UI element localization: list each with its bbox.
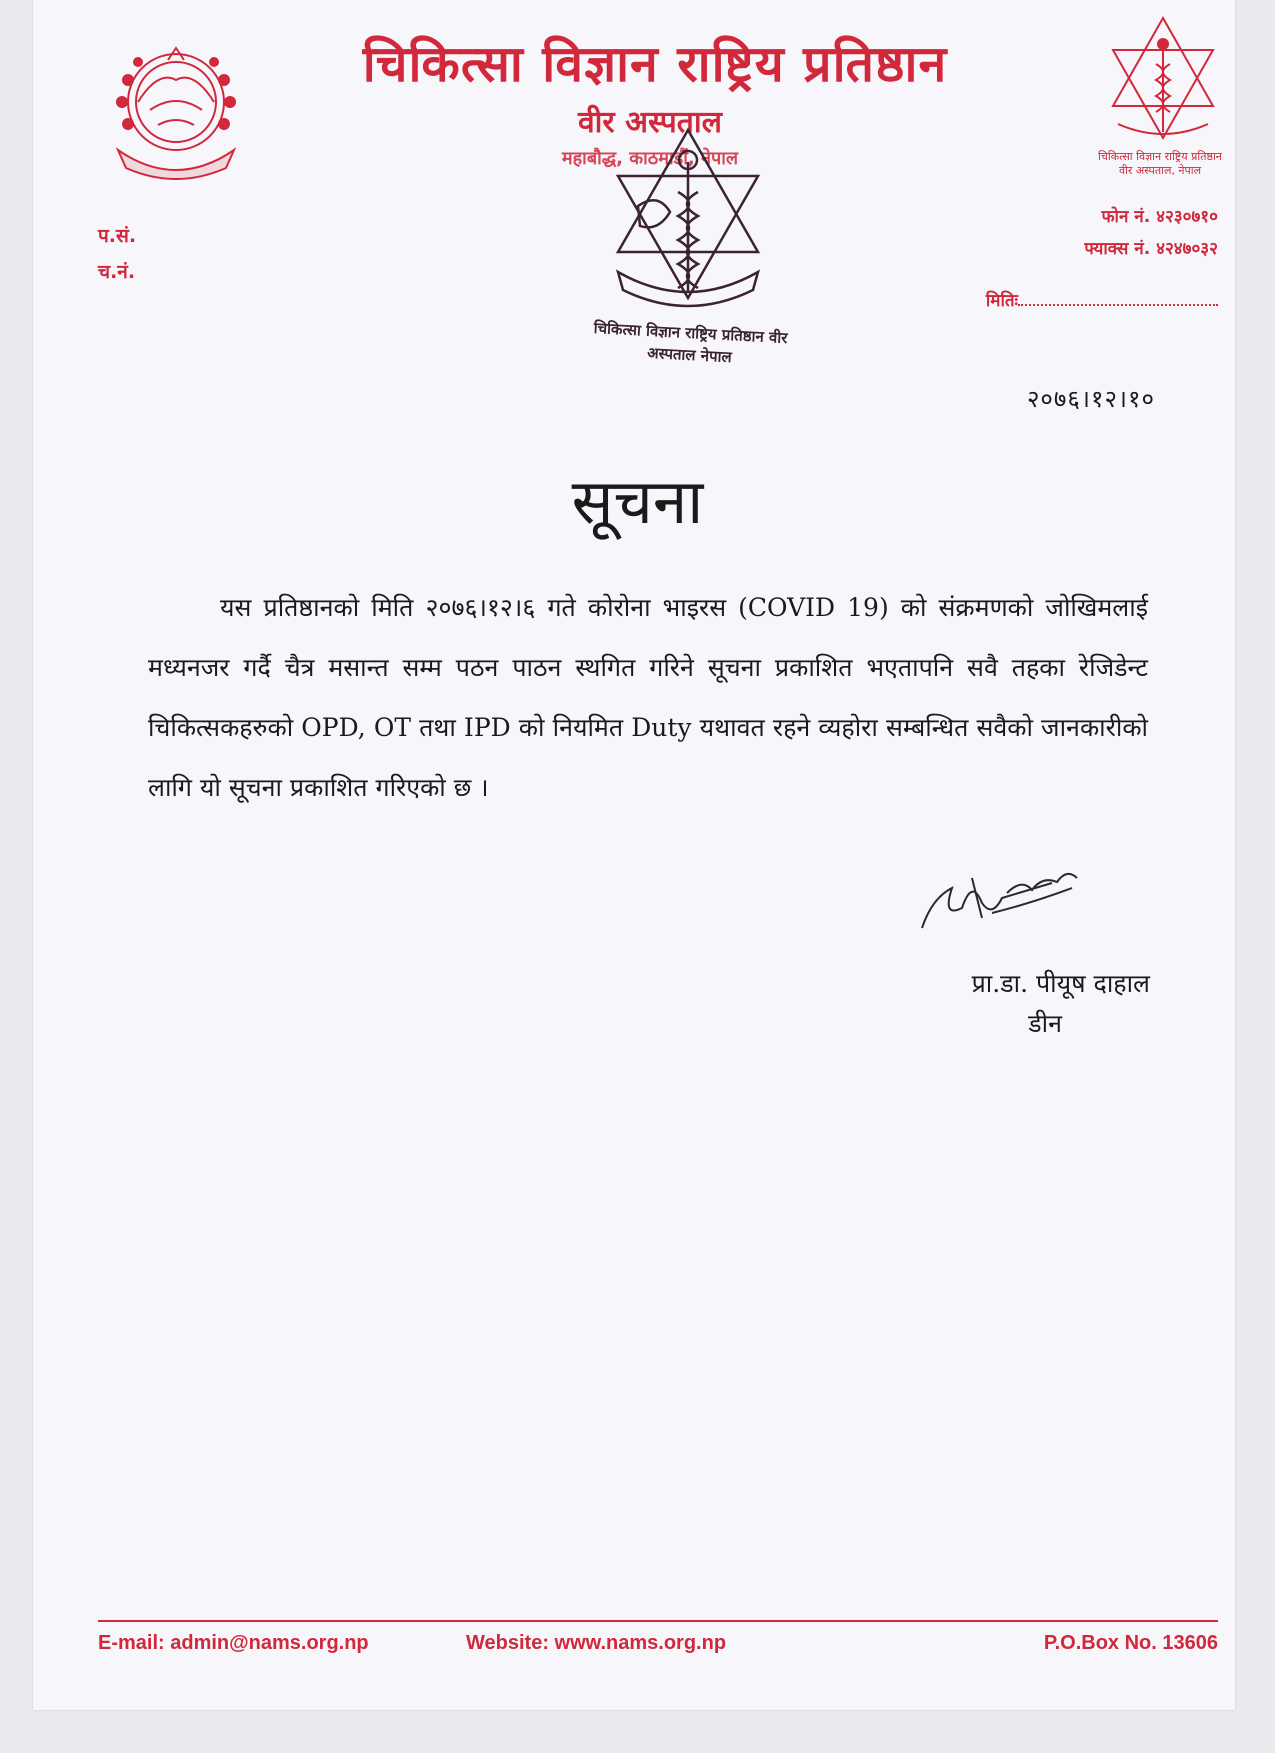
nams-logo-caption: चिकित्सा विज्ञान राष्ट्रिय प्रतिष्ठान वीर अस्पताल, नेपाल	[1098, 150, 1222, 177]
date-dotted-line	[1018, 288, 1218, 306]
stamp-caption: चिकित्सा विज्ञान राष्ट्रिय प्रतिष्ठान वीर अस्पताल नेपाल	[593, 318, 788, 367]
signatory-title: डीन	[1028, 1009, 1062, 1038]
notice-body: यस प्रतिष्ठानको मिति २०७६।१२।६ गते कोरोना भाइरस (COVID 19) को संक्रमणको जोखिमलाई मध्यनजर गर्दै चैत्र मसान्त सम्म पठन पाठन स्थगित गरिने सूचना प्रकाशित भएतापनि सवै तहका रेजिडेन्ट चिकित्सकहरुको OPD, OT तथा IPD को नियमित Duty यथावत रहने व्यहोरा सम्बन्धित सवैको जानकारीको लागि यो सूचना प्रकाशित गरिएको छ ।	[148, 593, 1148, 802]
hospital-address: महाबौद्ध, काठमाडौं, नेपाल	[561, 148, 739, 169]
date-label: मितिः	[985, 291, 1018, 311]
signature	[912, 858, 1092, 938]
hospital-name: वीर अस्पताल	[577, 105, 722, 140]
date-field	[986, 288, 1218, 311]
footer-website: Website: www.nams.org.np	[466, 1632, 727, 1654]
footer-divider	[98, 1620, 1218, 1622]
dispatch-number-label: च.नं.	[98, 261, 136, 283]
nams-logo-icon	[1098, 14, 1228, 154]
reference-number-label: प.सं.	[98, 225, 137, 247]
notice-heading: सूचना	[571, 465, 704, 538]
signatory-name: प्रा.डा. पीयूष दाहाल	[971, 969, 1150, 998]
notice-date: २०७६।१२।१०	[1026, 385, 1155, 413]
institution-title: चिकित्सा विज्ञान राष्ट्रिय प्रतिष्ठान	[362, 35, 948, 93]
institution-stamp	[588, 122, 788, 322]
footer-pobox: P.O.Box No. 13606	[1043, 1632, 1218, 1654]
footer-email: E-mail: admin@nams.org.np	[98, 1632, 369, 1654]
phone-number: फोन नं. ४२३०७१०	[1101, 207, 1218, 227]
fax-number: फ्याक्स नं. ४२४७०३२	[1084, 239, 1218, 259]
